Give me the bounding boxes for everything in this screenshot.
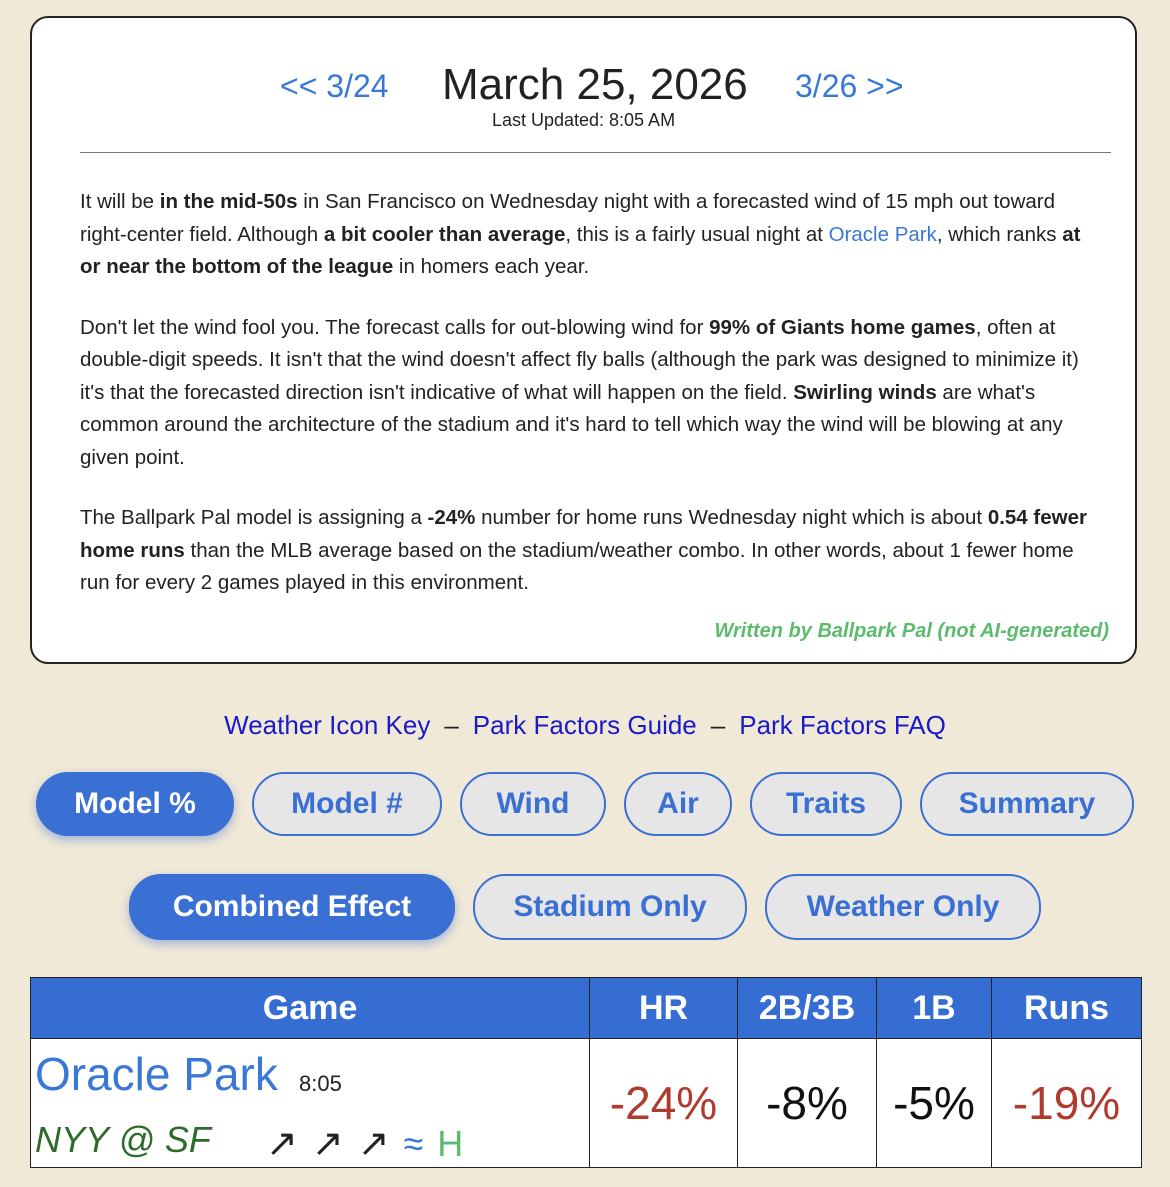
humidity-h-icon: H bbox=[437, 1122, 464, 1164]
view-mode-buttons bbox=[0, 772, 1170, 836]
story-text-segment: in homers each year. bbox=[393, 255, 590, 278]
story-text-segment: Don't let the wind fool you. The forecast calls for out-blowing wind for bbox=[80, 315, 710, 339]
story-text-segment: The Ballpark Pal model is assigning a bbox=[80, 506, 428, 529]
emphasis-text: at or near the bottom of the league bbox=[80, 222, 1081, 278]
weather-only-button[interactable]: Weather Only bbox=[765, 874, 1041, 940]
story-paragraph-2 bbox=[80, 312, 1105, 475]
link-separator: – bbox=[710, 710, 726, 740]
story-paragraph-1 bbox=[80, 186, 1105, 284]
park-name-link[interactable]: Oracle Park bbox=[828, 222, 937, 246]
park-factors-table bbox=[30, 977, 1142, 1168]
wind-arrow-icon: ↗ bbox=[311, 1123, 344, 1165]
link-separator: – bbox=[444, 710, 459, 740]
weather-icons bbox=[266, 1121, 463, 1166]
divider bbox=[80, 152, 1111, 153]
guide-links bbox=[0, 710, 1170, 741]
story-paragraph-3 bbox=[80, 502, 1105, 600]
author-credit: Written by Ballpark Pal (not AI-generated) bbox=[714, 620, 1109, 642]
story-text-segment: than the MLB average based on the stadium/weather combo. In other words, about 1 fewer home run for every 2 games played in this environment. bbox=[80, 538, 1074, 594]
daily-summary-card bbox=[30, 16, 1137, 664]
wind-button[interactable]: Wind bbox=[460, 772, 606, 836]
model-percent-button[interactable]: Model % bbox=[36, 772, 234, 836]
emphasis-text: in the mid-50s bbox=[159, 190, 298, 213]
wind-arrow-icon: ↗ bbox=[266, 1123, 298, 1165]
combined-effect-button[interactable]: Combined Effect bbox=[129, 874, 455, 940]
matchup-text: NYY @ SF bbox=[35, 1119, 211, 1160]
weather-icon-key-link[interactable]: Weather Icon Key bbox=[224, 710, 431, 740]
traits-button[interactable]: Traits bbox=[750, 772, 902, 836]
park-factors-faq-link[interactable]: Park Factors FAQ bbox=[739, 710, 946, 740]
emphasis-text: 0.54 fewer home runs bbox=[80, 506, 1087, 562]
hr-value: -24% bbox=[590, 1039, 738, 1168]
table-header-row bbox=[31, 978, 1142, 1039]
humidity-wave-icon: ≈ bbox=[403, 1122, 424, 1164]
story-text-segment: , this is a fairly usual night at bbox=[565, 222, 829, 246]
page-title: March 25, 2026 bbox=[442, 60, 748, 109]
park-link[interactable]: Oracle Park bbox=[35, 1048, 278, 1100]
game-cell bbox=[31, 1039, 590, 1168]
table-row bbox=[31, 1039, 1142, 1168]
summary-button[interactable]: Summary bbox=[920, 772, 1134, 836]
column-header-hr[interactable]: HR bbox=[590, 978, 738, 1039]
story-text-segment: It will be bbox=[80, 190, 160, 213]
story-text-segment: in San Francisco on Wednesday night with a forecasted wind of 15 mph out toward right-center field. Although bbox=[80, 190, 1056, 246]
model-number-button[interactable]: Model # bbox=[252, 772, 442, 836]
doubles-triples-value: -8% bbox=[738, 1039, 877, 1168]
column-header-game[interactable]: Game bbox=[31, 978, 590, 1039]
column-header-2b3b[interactable]: 2B/3B bbox=[738, 978, 877, 1039]
wind-arrow-icon: ↗ bbox=[357, 1123, 390, 1165]
park-factors-guide-link[interactable]: Park Factors Guide bbox=[472, 710, 697, 740]
emphasis-text: a bit cooler than average bbox=[323, 222, 566, 246]
singles-value: -5% bbox=[877, 1039, 992, 1168]
story-text bbox=[80, 186, 1105, 628]
column-header-1b[interactable]: 1B bbox=[877, 978, 992, 1039]
emphasis-text: Swirling winds bbox=[793, 380, 937, 404]
last-updated-text: Last Updated: 8:05 AM bbox=[491, 110, 676, 130]
previous-date-link[interactable]: << 3/24 bbox=[280, 68, 389, 104]
next-date-link[interactable]: 3/26 >> bbox=[795, 68, 904, 104]
stadium-only-button[interactable]: Stadium Only bbox=[473, 874, 747, 940]
air-button[interactable]: Air bbox=[624, 772, 732, 836]
runs-value: -19% bbox=[992, 1039, 1142, 1168]
story-text-segment: number for home runs Wednesday night which is about bbox=[475, 506, 988, 529]
game-time: 8:05 bbox=[299, 1071, 342, 1096]
date-navigation bbox=[32, 58, 1135, 118]
story-text-segment: , which ranks bbox=[936, 222, 1063, 246]
emphasis-text: 99% of Giants home games bbox=[709, 315, 976, 339]
column-header-runs[interactable]: Runs bbox=[992, 978, 1142, 1039]
emphasis-text: -24% bbox=[427, 506, 476, 529]
story-text-segment: , often at double-digit speeds. It isn't that the wind doesn't affect fly balls (although the park was designed to minimize it) it's that the forecasted direction isn't indicative of what will happen on the field. bbox=[80, 315, 1079, 404]
effect-mode-buttons bbox=[0, 874, 1170, 940]
story-text-segment: are what's common around the architecture of the stadium and it's hard to tell which way the wind will be blowing at any given point. bbox=[80, 380, 1063, 469]
